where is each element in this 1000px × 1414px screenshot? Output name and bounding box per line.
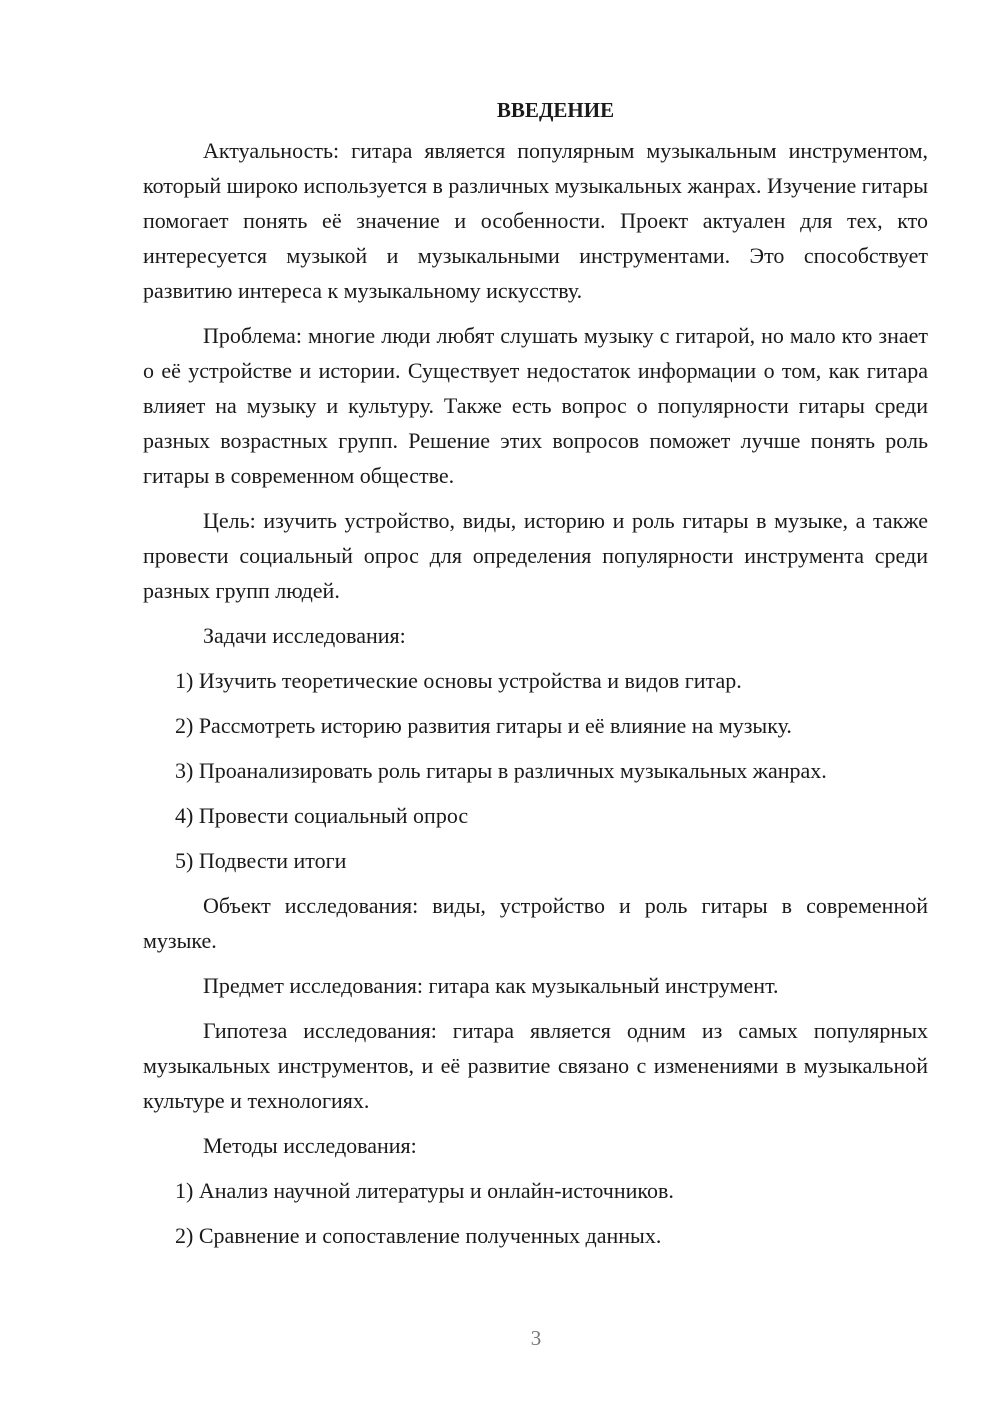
methods-heading: Методы исследования:	[203, 1133, 417, 1158]
section-title: ВВЕДЕНИЕ	[496, 98, 615, 122]
tasks-heading: Задачи исследования:	[203, 623, 406, 648]
goal-paragraph: Цель: изучить устройство, виды, историю и роль гитары в музыке, а также провести социальный опрос для определения популярности инструмента среди разных групп людей.	[143, 508, 928, 603]
problem-paragraph: Проблема: многие люди любят слушать музыку с гитарой, но мало кто знает о её устройстве и истории. Существует недостаток информации о том, как гитара влияет на музыку и культуру. Также есть вопрос о популярности гитары среди разных возрастных групп. Решение этих вопросов поможет лучше понять роль гитары в современном обществе.	[143, 323, 928, 488]
task-item: 2) Рассмотреть историю развития гитары и её влияние на музыку.	[175, 713, 792, 738]
subject-paragraph: Предмет исследования: гитара как музыкальный инструмент.	[203, 973, 779, 998]
relevance-paragraph: Актуальность: гитара является популярным музыкальным инструментом, который широко используется в различных музыкальных жанрах. Изучение гитары помогает понять её значение и особенности. Проект актуален для тех, кто интересуется музыкой и музыкальными инструментами. Это способствует развитию интереса к музыкальному искусству.	[143, 138, 928, 303]
task-item: 3) Проанализировать роль гитары в различных музыкальных жанрах.	[175, 758, 827, 783]
method-item: 1) Анализ научной литературы и онлайн-источников.	[175, 1178, 674, 1203]
object-paragraph: Объект исследования: виды, устройство и роль гитары в современной музыке.	[143, 893, 928, 953]
method-item: 2) Сравнение и сопоставление полученных данных.	[175, 1223, 662, 1248]
page-number: 3	[530, 1326, 542, 1350]
hypothesis-paragraph: Гипотеза исследования: гитара является одним из самых популярных музыкальных инструментов, и её развитие связано с изменениями в музыкальной культуре и технологиях.	[143, 1018, 928, 1113]
task-item: 1) Изучить теоретические основы устройства и видов гитар.	[175, 668, 742, 693]
task-item: 4) Провести социальный опрос	[175, 803, 469, 828]
task-item: 5) Подвести итоги	[175, 848, 347, 873]
page-content	[143, 95, 928, 1263]
